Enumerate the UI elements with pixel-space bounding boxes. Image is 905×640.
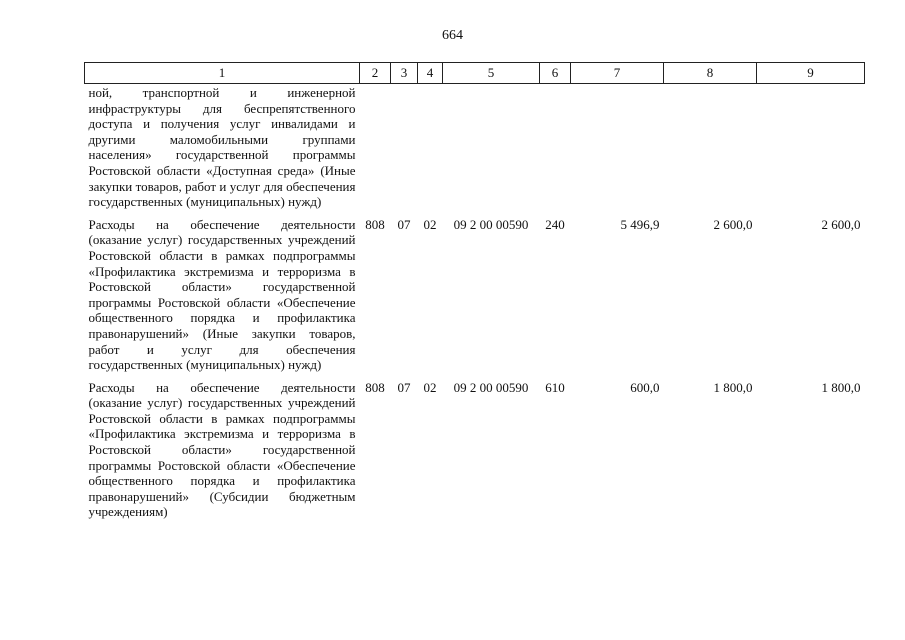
cell-csr (443, 84, 540, 217)
cell-csr: 09 2 00 00590 (453, 216, 529, 232)
cell-vr: 240 (545, 216, 565, 232)
column-header: 7 (571, 63, 664, 84)
cell-ved (360, 84, 391, 217)
column-header: 9 (757, 63, 865, 84)
table-row (85, 84, 865, 217)
cell-amount-3: 1 800,0 (821, 379, 861, 395)
cell-rz: 07 (397, 379, 411, 395)
cell-pr (418, 84, 443, 217)
table-row (85, 217, 865, 380)
cell-amount-1: 600,0 (630, 379, 660, 395)
page-number: 664 (442, 28, 463, 43)
column-header: 4 (418, 63, 443, 84)
cell-vr (540, 84, 571, 217)
column-header: 6 (540, 63, 571, 84)
cell-ved: 808 (365, 379, 385, 395)
cell-amount-1 (571, 84, 664, 217)
header-row (85, 63, 865, 84)
cell-amount-1: 5 496,9 (620, 216, 660, 232)
row-description: Расходы на обеспечение деятельности (оказание услуг) государственных учреждений Ростовской области в рамках подпрограммы «Профилактика экстремизма и терроризма в Ростовской области» государственной программы Ростовской области «Обеспечение общественного порядка и профилактика правонарушений» (Субсидии бюджетным учреждениям) (88, 379, 356, 520)
column-header: 1 (85, 63, 360, 84)
column-header: 2 (360, 63, 391, 84)
column-header: 8 (664, 63, 757, 84)
row-description: Расходы на обеспечение деятельности (оказание услуг) государственных учреждений Ростовской области в рамках подпрограммы «Профилактика экстремизма и терроризма в Ростовской области» государственной программы Ростовской области «Обеспечение общественного порядка и профилактика правонарушений» (Иные закупки товаров, работ и услуг для обеспечения государственных (муниципальных) нужд) (88, 216, 356, 373)
cell-pr: 02 (423, 216, 437, 232)
cell-rz (391, 84, 418, 217)
row-description: ной, транспортной и инженерной инфраструктуры для беспрепятственного доступа и получения услуг инвалидами и другими маломобильными группами населения» государственной программы Ростовской области «Доступная среда» (Иные закупки товаров, работ и услуг для обеспечения государственных (муниципальных) нужд) (88, 85, 356, 210)
cell-pr: 02 (423, 379, 437, 395)
cell-csr: 09 2 00 00590 (453, 379, 529, 395)
cell-amount-2 (664, 84, 757, 217)
table-row (85, 380, 865, 527)
cell-amount-2: 2 600,0 (713, 216, 753, 232)
cell-vr: 610 (545, 379, 565, 395)
cell-rz: 07 (397, 216, 411, 232)
budget-table (84, 62, 865, 527)
column-header: 5 (443, 63, 540, 84)
cell-amount-2: 1 800,0 (713, 379, 753, 395)
column-header: 3 (391, 63, 418, 84)
cell-ved: 808 (365, 216, 385, 232)
cell-amount-3: 2 600,0 (821, 216, 861, 232)
cell-amount-3 (757, 84, 865, 217)
